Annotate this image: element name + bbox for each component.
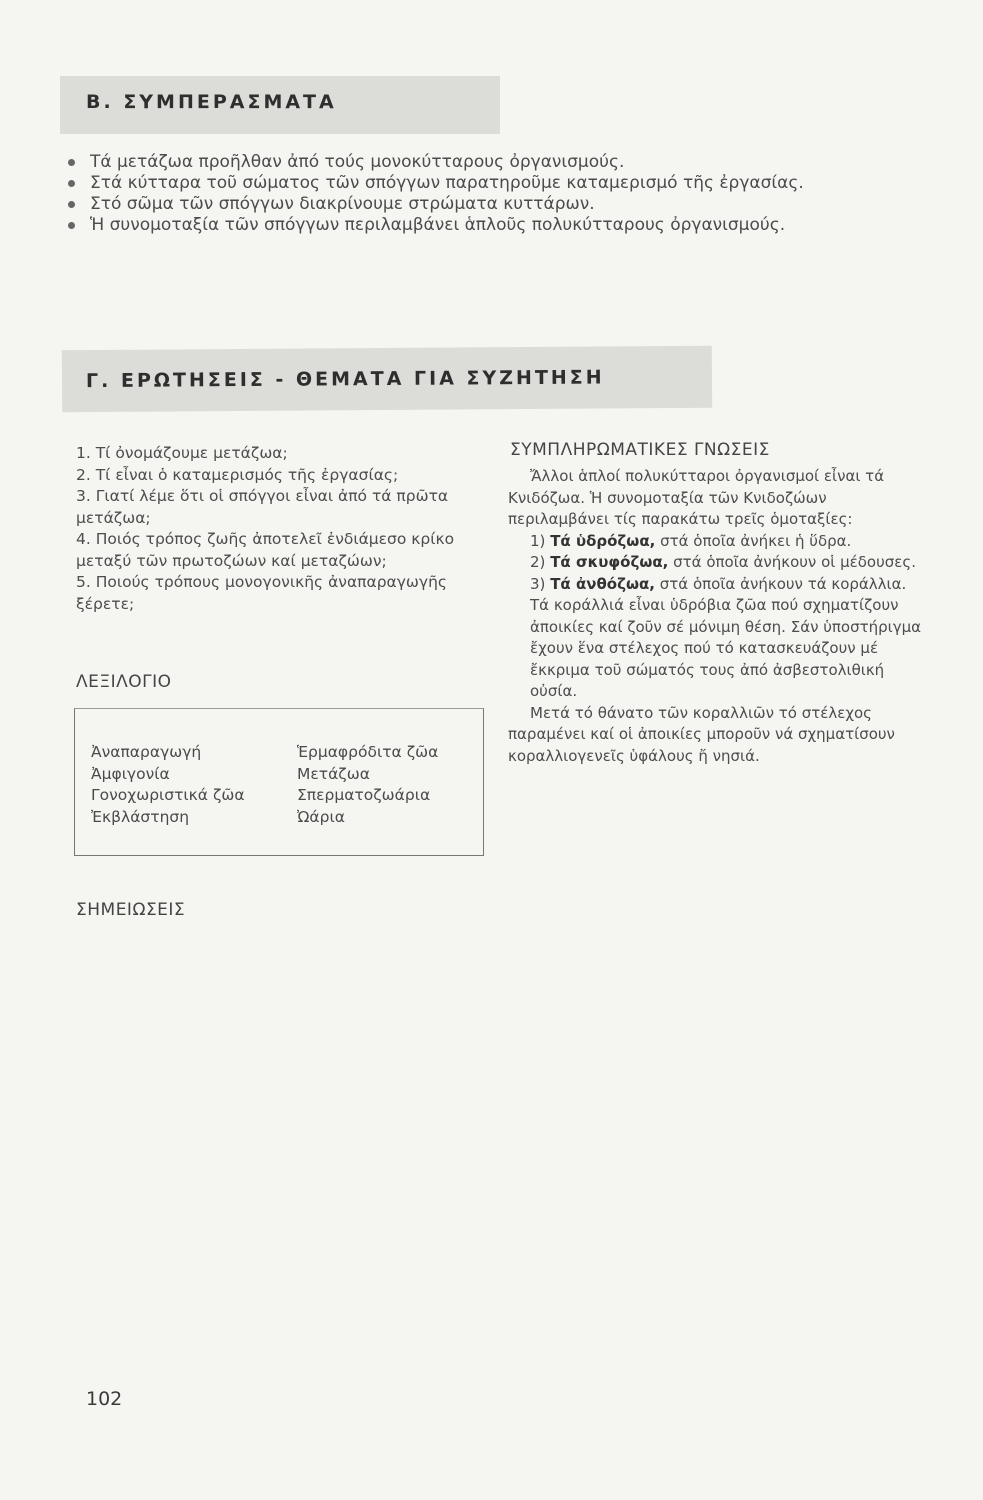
section-b-title: Β. ΣΥΜΠΕΡΑΣΜΑΤΑ bbox=[60, 76, 500, 134]
questions-list bbox=[76, 443, 486, 615]
question-item: 4. Ποιός τρόπος ζωῆς ἀποτελεῖ ἐνδιάμεσο κρίκο μεταξύ τῶν πρωτοζώων καί μεταζώων; bbox=[76, 530, 455, 570]
glossary-term: Σπερματοζωάρια bbox=[297, 786, 431, 804]
list-item: Τά μετάζωα προῆλθαν ἀπό τούς μονοκύτταρους ὀργανισμούς. bbox=[66, 152, 936, 173]
question-item: 2. Τί εἶναι ὁ καταμερισμός τῆς ἐργασίας; bbox=[76, 465, 399, 484]
glossary-term: Ὠάρια bbox=[297, 807, 345, 826]
conclusions-list bbox=[66, 152, 936, 236]
bullet-icon bbox=[68, 180, 75, 187]
glossary-box bbox=[74, 708, 484, 856]
notes-heading: ΣΗΜΕΙΩΣΕΙΣ bbox=[76, 900, 186, 920]
supplement-item-2: 2) Τά σκυφόζωα, στά ὁποῖα ἀνήκουν οἱ μέδουσες. bbox=[530, 553, 916, 571]
glossary-term: Γονοχωριστικά ζῶα bbox=[91, 786, 245, 804]
bullet-icon bbox=[68, 159, 75, 166]
glossary-term: Ἐκβλάστηση bbox=[91, 807, 190, 826]
list-item: Στό σῶμα τῶν σπόγγων διακρίνουμε στρώματα κυττάρων. bbox=[66, 194, 936, 215]
list-item: Στά κύτταρα τοῦ σώματος τῶν σπόγγων παρατηροῦμε καταμερισμό τῆς ἐργασίας. bbox=[66, 173, 936, 194]
section-g-title: Γ. ΕΡΩΤΗΣΕΙΣ - ΘΕΜΑΤΑ ΓΙΑ ΣΥΖΗΤΗΣΗ bbox=[62, 346, 712, 413]
glossary-column-right bbox=[297, 742, 438, 828]
glossary-term: Ἑρμαφρόδιτα ζῶα bbox=[297, 743, 439, 761]
question-item: 5. Ποιούς τρόπους μονογονικῆς ἀναπαραγωγῆς ξέρετε; bbox=[76, 573, 448, 613]
bullet-icon bbox=[68, 201, 75, 208]
term-anthozoa: Τά ἀνθόζωα, bbox=[550, 574, 655, 593]
supplement-text bbox=[508, 466, 923, 767]
question-item: 3. Γιατί λέμε ὅτι οἱ σπόγγοι εἶναι ἀπό τά πρῶτα μετάζωα; bbox=[76, 487, 449, 527]
supplement-intro: Ἄλλοι ἁπλοί πολυκύτταροι ὀργανισμοί εἶναι τά Κνιδόζωα. Ἡ συνομοταξία τῶν Κνιδοζώων περιλαμβάνει τίς παρακάτω τρεῖς ὁμοταξίες: bbox=[508, 467, 885, 528]
glossary-term: Ἀμφιγονία bbox=[91, 764, 170, 783]
question-item: 1. Τί ὀνομάζουμε μετάζωα; bbox=[76, 444, 288, 462]
term-hydrozoa: Τά ὑδρόζωα, bbox=[550, 531, 656, 550]
glossary-term: Ἀναπαραγωγή bbox=[91, 743, 202, 761]
glossary-column-left bbox=[91, 742, 245, 828]
term-scyphozoa: Τά σκυφόζωα, bbox=[550, 553, 669, 571]
supplement-item-1: 1) Τά ὑδρόζωα, στά ὁποῖα ἀνήκει ἡ ὕδρα. bbox=[530, 531, 852, 550]
list-item: Ἡ συνομοταξία τῶν σπόγγων περιλαμβάνει ἁπλοῦς πολυκύτταρους ὀργανισμούς. bbox=[66, 215, 936, 236]
supplement-closing: Μετά τό θάνατο τῶν κοραλλιῶν τό στέλεχος παραμένει καί οἱ ἀποικίες μποροῦν νά σχηματίσουν κοραλλιογενεῖς ὑφάλους ἤ νησιά. bbox=[508, 703, 895, 765]
bullet-icon bbox=[68, 222, 75, 229]
supplement-heading: ΣΥΜΠΛΗΡΩΜΑΤΙΚΕΣ ΓΝΩΣΕΙΣ bbox=[510, 440, 770, 460]
page-number: 102 bbox=[86, 1388, 123, 1410]
glossary-heading: ΛΕΞΙΛΟΓΙΟ bbox=[76, 672, 172, 692]
glossary-term: Μετάζωα bbox=[297, 764, 370, 783]
supplement-item-3: 3) Τά ἀνθόζωα, στά ὁποῖα ἀνήκουν τά κοράλλια. Τά κοράλλιά εἶναι ὑδρόβια ζῶα πού σχηματίζουν ἀποικίες καί ζοῦν σέ μόνιμη θέση. Σάν ὑποστήριγμα ἔχουν ἕνα στέλεχος πού τό κατασκευάζουν μέ ἔκκριμα τοῦ σώματός τους ἀπό ἀσβεστολιθική οὐσία. bbox=[530, 574, 922, 700]
